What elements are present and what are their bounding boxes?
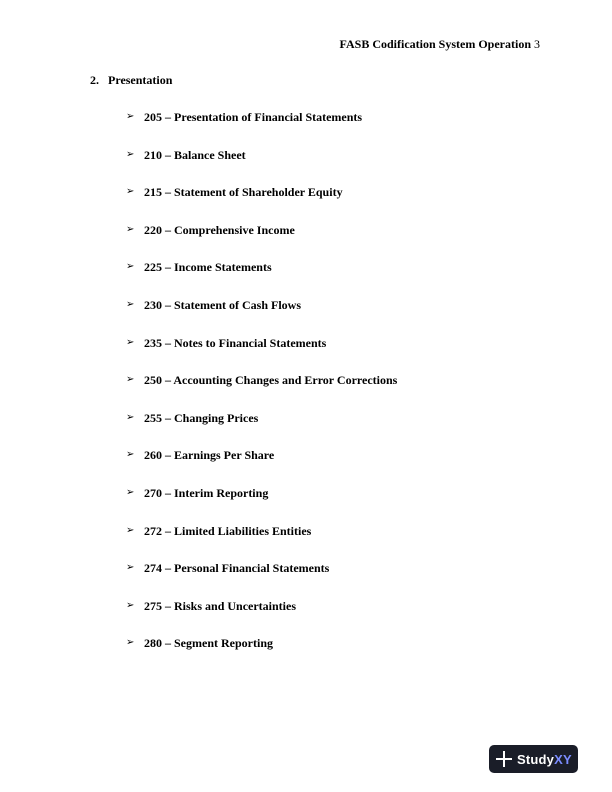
arrow-bullet-icon: ➢ [126,148,135,160]
list-item-label: 235 – Notes to Financial Statements [144,335,327,350]
page-header [340,37,540,51]
logo-text-main: Study [517,751,555,767]
arrow-bullet-icon: ➢ [126,637,135,649]
document-title: FASB Codification System Operation [339,37,531,51]
arrow-bullet-icon: ➢ [126,486,135,498]
list-item [126,185,397,223]
studyxy-logo [489,745,578,773]
list-item-label: 275 – Risks and Uncertainties [144,598,297,613]
arrow-bullet-icon: ➢ [126,524,135,536]
list-item-label: 250 – Accounting Changes and Error Corrections [144,373,398,388]
list-item-label: 205 – Presentation of Financial Statements [144,110,363,124]
section-heading [90,73,172,87]
plus-icon [496,751,512,767]
arrow-bullet-icon: ➢ [126,223,135,235]
arrow-bullet-icon: ➢ [126,599,135,611]
list-item [126,599,397,637]
list-item-label: 270 – Interim Reporting [144,485,269,500]
list-item [126,411,397,449]
list-item [126,110,397,148]
section-title: Presentation [108,73,173,87]
list-item-label: 220 – Comprehensive Income [144,222,295,237]
arrow-bullet-icon: ➢ [126,261,135,273]
list-item-label: 230 – Statement of Cash Flows [144,297,301,312]
arrow-bullet-icon: ➢ [126,186,135,198]
list-item [126,373,397,411]
arrow-bullet-icon: ➢ [126,562,135,574]
list-item-label: 225 – Income Statements [144,260,272,275]
logo-text [517,752,572,767]
list-item [126,561,397,599]
arrow-bullet-icon: ➢ [126,374,135,386]
arrow-bullet-icon: ➢ [126,111,135,122]
list-item [126,148,397,186]
list-item-label: 210 – Balance Sheet [144,147,246,162]
page-number: 3 [534,37,540,51]
list-item [126,524,397,562]
list-item-label: 274 – Personal Financial Statements [144,561,330,576]
list-item-label: 260 – Earnings Per Share [144,448,275,463]
arrow-bullet-icon: ➢ [126,411,135,423]
arrow-bullet-icon: ➢ [126,298,135,310]
list-item [126,260,397,298]
list-item-label: 272 – Limited Liabilities Entities [144,523,312,538]
arrow-bullet-icon: ➢ [126,336,135,348]
list-item-label: 280 – Segment Reporting [144,636,273,651]
list-item [126,486,397,524]
logo-text-accent: XY [554,751,572,767]
list-item [126,298,397,336]
list-item-label: 255 – Changing Prices [144,410,259,425]
list-item [126,448,397,486]
list-item [126,336,397,374]
section-number: 2. [90,73,99,87]
arrow-bullet-icon: ➢ [126,449,135,461]
list-item [126,636,397,674]
list-item-label: 215 – Statement of Shareholder Equity [144,185,343,200]
list-item [126,223,397,261]
topic-list [126,110,397,674]
